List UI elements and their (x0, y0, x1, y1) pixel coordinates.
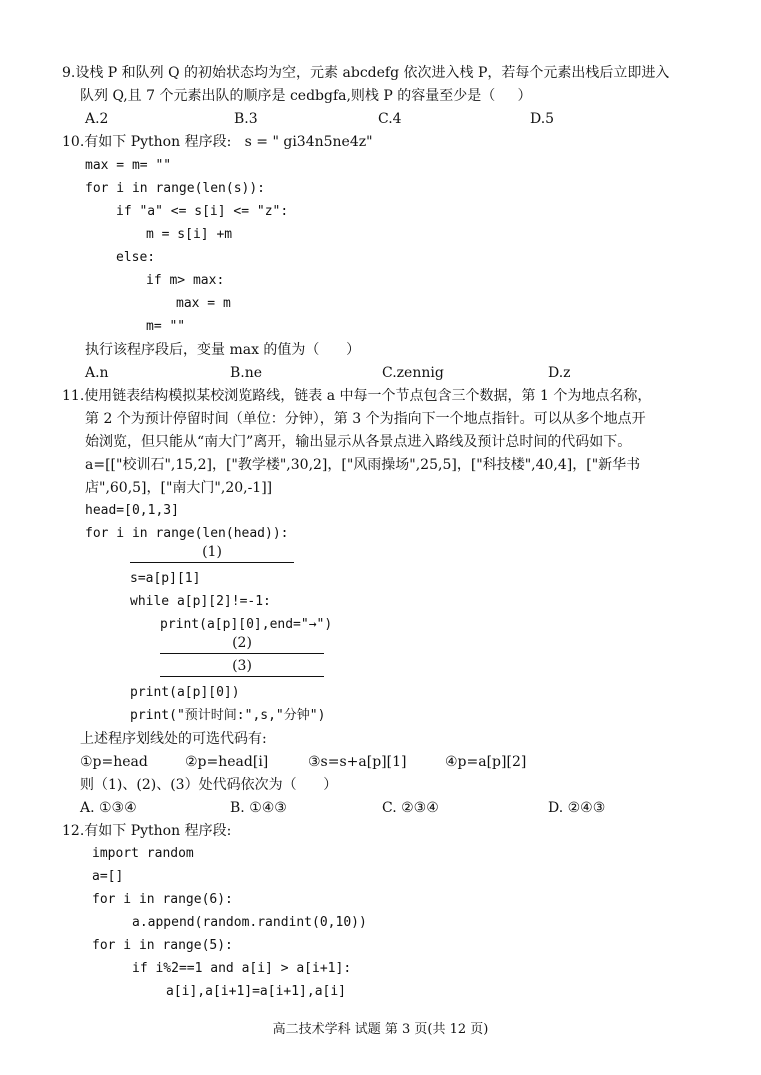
q12-stem: 12.有如下 Python 程序段: (62, 823, 232, 839)
q10-option-a: A.n (85, 365, 109, 381)
q11-candidates-label: 上述程序划线处的可选代码有: (80, 731, 267, 747)
q11-print-line: print(a[p][0]) (130, 685, 240, 700)
q10-code-line: max = m (176, 296, 231, 311)
q11-stem-line3: 始浏览，但只能从“南大门”离开，输出显示从各景点进入路线及预计总时间的代码如下。 (85, 434, 632, 450)
q12-code-line: for i in range(6): (92, 892, 233, 907)
q11-option-a: A. ①③④ (80, 800, 137, 816)
q11-print-line: print(a[p][0],end="→") (160, 617, 333, 632)
q10-option-d: D.z (548, 365, 571, 381)
page-footer: 高二技术学科 试题 第 3 页(共 12 页) (272, 1022, 489, 1037)
q11-list-line1: a=[["校训石",15,2]，["教学楼",30,2]，["风雨操场",25,5]，["科技楼",40,4]，["新华书 (85, 457, 641, 473)
q9-stem-line1: 9.设栈 P 和队列 Q 的初始状态均为空，元素 abcdefg 依次进入栈 P，若每个元素出栈后立即进入 (62, 65, 670, 81)
q11-candidate-3: ③s=s+a[p][1] (308, 754, 407, 770)
q11-candidate-1: ①p=head (80, 754, 148, 770)
q9-option-d: D.5 (530, 111, 555, 127)
q9-option-c: C.4 (378, 111, 402, 127)
q12-code-line: a.append(random.randint(0,10)) (132, 915, 367, 930)
q11-head-line: head=[0,1,3] (85, 503, 179, 518)
q12-code-line: a=[] (92, 869, 124, 884)
q12-code-line: if i%2==1 and a[i] > a[i+1]: (132, 961, 352, 976)
q10-code-line: if m> max: (146, 273, 225, 288)
q10-stem: 10.有如下 Python 程序段: s = " gi34n5ne4z" (62, 134, 373, 150)
q11-blank-3: (3) (160, 656, 324, 677)
q10-code-line: max = m= "" (85, 158, 172, 173)
q12-code-line: a[i],a[i+1]=a[i+1],a[i] (166, 984, 347, 999)
q12-code-line: for i in range(5): (92, 938, 233, 953)
q11-print-line: print("预计时间:",s,"分钟") (130, 708, 326, 723)
q10-code-line: m = s[i] +m (146, 227, 233, 242)
q9-option-b: B.3 (234, 111, 258, 127)
q10-code-line: else: (116, 250, 156, 265)
q10-code-line: for i in range(len(s)): (85, 181, 266, 196)
q11-while-line: while a[p][2]!=-1: (130, 594, 271, 609)
q10-code-line: if "a" <= s[i] <= "z": (116, 204, 289, 219)
q11-list-line2: 店",60,5]，["南大门",20,-1]] (85, 480, 273, 496)
q11-candidate-4: ④p=a[p][2] (445, 754, 527, 770)
q10-code-line: m= "" (146, 319, 186, 334)
q9-stem-line2: 队列 Q,且 7 个元素出队的顺序是 cedbgfa,则栈 P 的容量至少是（ ） (80, 88, 532, 104)
q10-option-b: B.ne (230, 365, 263, 381)
q10-option-c: C.zennig (382, 365, 444, 381)
q11-for-line: for i in range(len(head)): (85, 526, 289, 541)
q10-question: 执行该程序段后，变量 max 的值为（ ） (85, 342, 361, 358)
q11-option-c: C. ②③④ (382, 800, 439, 816)
q11-candidate-2: ②p=head[i] (185, 754, 269, 770)
q11-stem-line1: 11.使用链表结构模拟某校浏览路线，链表 a 中每一个节点包含三个数据，第 1 个为地点名称， (62, 388, 652, 404)
q11-blank-1: (1) (130, 542, 294, 563)
q11-option-d: D. ②④③ (548, 800, 606, 816)
q12-code-line: import random (92, 846, 194, 861)
q11-blank-2: (2) (160, 633, 324, 654)
q11-s-line: s=a[p][1] (130, 571, 201, 586)
q11-question: 则（1)、(2)、(3）处代码依次为（ ） (80, 777, 338, 793)
q9-option-a: A.2 (85, 111, 109, 127)
q11-stem-line2: 第 2 个为预计停留时间（单位：分钟），第 3 个为指向下一个地点指针。可以从多个地点开 (85, 411, 646, 427)
q11-option-b: B. ①④③ (230, 800, 287, 816)
